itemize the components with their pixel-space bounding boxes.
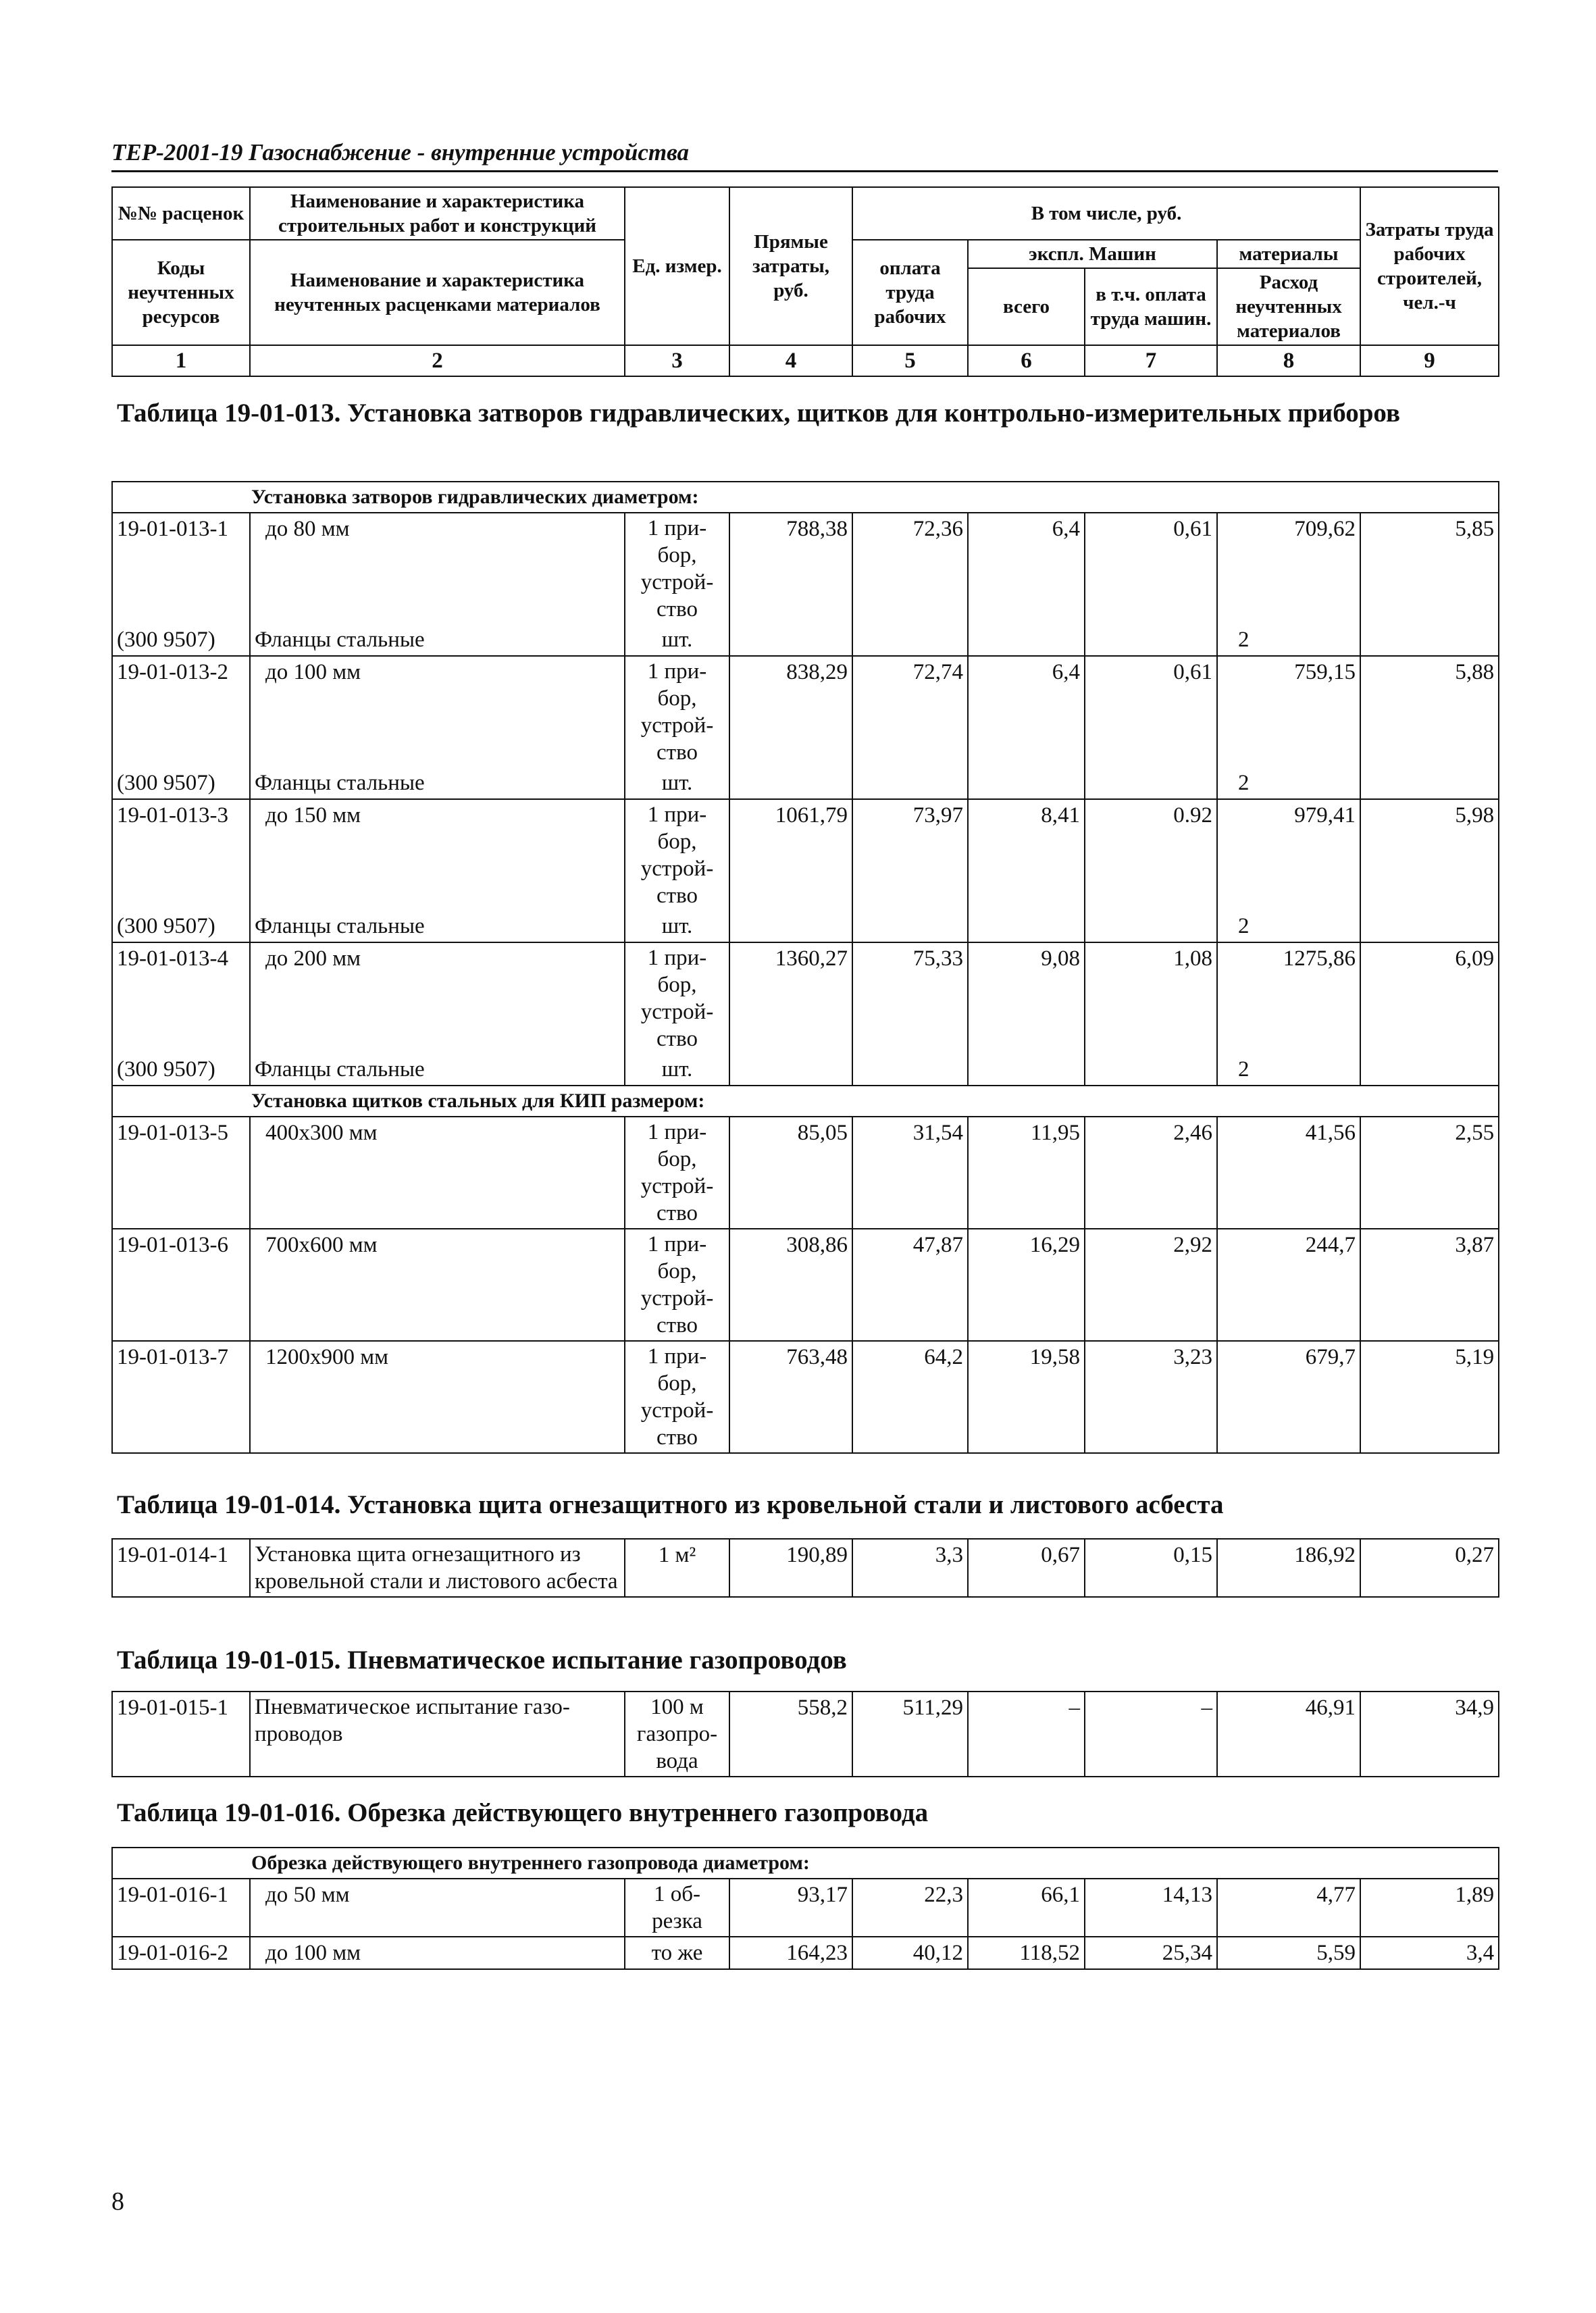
col-num-2: 2 (250, 345, 625, 376)
row-materials: 4,77 (1217, 1879, 1360, 1937)
row-direct: 763,48 (729, 1341, 852, 1453)
col-num-1: 1 (112, 345, 250, 376)
table-row (112, 1879, 1499, 1937)
header-direct: Прямые затраты, руб. (729, 187, 852, 345)
resource-code: (300 9507) (112, 624, 250, 656)
row-direct: 558,2 (729, 1692, 852, 1777)
row-unit: 1 при-бор, устрой-ство (625, 1117, 729, 1229)
row-name: Установка щита огнезащитного из кровельной стали и листового асбеста (250, 1539, 625, 1597)
resource-row (112, 911, 1499, 942)
row-name: 700x600 мм (250, 1229, 625, 1341)
empty-cell (1360, 911, 1499, 942)
empty-cell (852, 624, 968, 656)
row-machines-wages: 0,61 (1085, 513, 1217, 624)
row-code: 19-01-013-1 (112, 513, 250, 624)
table-row (112, 799, 1499, 911)
row-name: 1200x900 мм (250, 1341, 625, 1453)
row-machines-wages: 14,13 (1085, 1879, 1217, 1937)
row-direct: 164,23 (729, 1937, 852, 1969)
table-row (112, 1117, 1499, 1229)
row-machines: 8,41 (968, 799, 1085, 911)
row-wages: 47,87 (852, 1229, 968, 1341)
header-materials: Расход неучтенных материалов (1217, 268, 1360, 345)
table-row (112, 1229, 1499, 1341)
empty-cell (729, 767, 852, 799)
row-machines: 16,29 (968, 1229, 1085, 1341)
table-row (112, 942, 1499, 1054)
row-materials: 46,91 (1217, 1692, 1360, 1777)
col-num-9: 9 (1360, 345, 1499, 376)
row-wages: 40,12 (852, 1937, 968, 1969)
row-machines: 118,52 (968, 1937, 1085, 1969)
column-header-table (111, 186, 1499, 377)
empty-cell (968, 1054, 1085, 1086)
col-num-4: 4 (729, 345, 852, 376)
row-machines-wages: 0.92 (1085, 799, 1217, 911)
resource-row (112, 767, 1499, 799)
resource-quantity: 2 (1217, 624, 1360, 656)
row-direct: 838,29 (729, 656, 852, 767)
row-machines: – (968, 1692, 1085, 1777)
row-materials: 1275,86 (1217, 942, 1360, 1054)
empty-cell (852, 767, 968, 799)
row-name: 400x300 мм (250, 1117, 625, 1229)
row-materials: 186,92 (1217, 1539, 1360, 1597)
row-machines-wages: 3,23 (1085, 1341, 1217, 1453)
row-unit: 1 при-бор, устрой-ство (625, 656, 729, 767)
row-machines: 9,08 (968, 942, 1085, 1054)
row-machines: 19,58 (968, 1341, 1085, 1453)
table-013 (111, 481, 1499, 1454)
row-unit: 1 при-бор, устрой-ство (625, 942, 729, 1054)
row-wages: 72,74 (852, 656, 968, 767)
col-num-8: 8 (1217, 345, 1360, 376)
row-machines: 6,4 (968, 513, 1085, 624)
table-row (112, 513, 1499, 624)
row-direct: 1360,27 (729, 942, 852, 1054)
row-labor: 6,09 (1360, 942, 1499, 1054)
row-wages: 511,29 (852, 1692, 968, 1777)
row-name: до 200 мм (250, 942, 625, 1054)
table-title-015: Таблица 19-01-015. Пневматическое испытание газопроводов (117, 1646, 847, 1675)
section-heading: Установка щитков стальных для КИП размером: (112, 1086, 1499, 1117)
table-014 (111, 1538, 1499, 1598)
row-code: 19-01-016-1 (112, 1879, 250, 1937)
header-rule (111, 170, 1498, 172)
row-code: 19-01-013-2 (112, 656, 250, 767)
running-title: ТЕР-2001-19 Газоснабжение - внутренние устройства (111, 139, 689, 166)
row-materials: 244,7 (1217, 1229, 1360, 1341)
header-materials-group: материалы (1217, 240, 1360, 268)
row-wages: 3,3 (852, 1539, 968, 1597)
col-num-3: 3 (625, 345, 729, 376)
row-labor: 5,85 (1360, 513, 1499, 624)
header-machines-group: экспл. Машин (968, 240, 1217, 268)
table-016 (111, 1847, 1499, 1970)
row-labor: 5,88 (1360, 656, 1499, 767)
empty-cell (1085, 911, 1217, 942)
row-wages: 72,36 (852, 513, 968, 624)
empty-cell (729, 1054, 852, 1086)
row-labor: 3,4 (1360, 1937, 1499, 1969)
row-code: 19-01-013-4 (112, 942, 250, 1054)
resource-row (112, 624, 1499, 656)
table-title-014: Таблица 19-01-014. Установка щита огнезащитного из кровельной стали и листового асбеста (117, 1490, 1224, 1519)
table-title-016: Таблица 19-01-016. Обрезка действующего внутреннего газопровода (117, 1798, 929, 1827)
resource-name: Фланцы стальные (250, 624, 625, 656)
row-code: 19-01-015-1 (112, 1692, 250, 1777)
row-code: 19-01-013-5 (112, 1117, 250, 1229)
resource-name: Фланцы стальные (250, 767, 625, 799)
row-wages: 75,33 (852, 942, 968, 1054)
row-labor: 5,98 (1360, 799, 1499, 911)
row-direct: 93,17 (729, 1879, 852, 1937)
row-code: 19-01-016-2 (112, 1937, 250, 1969)
header-unit: Ед. измер. (625, 187, 729, 345)
header-wages: оплата труда рабочих (852, 240, 968, 345)
empty-cell (1360, 624, 1499, 656)
row-machines-wages: 2,46 (1085, 1117, 1217, 1229)
resource-unit: шт. (625, 1054, 729, 1086)
empty-cell (968, 624, 1085, 656)
header-incl: В том числе, руб. (852, 187, 1360, 240)
row-materials: 679,7 (1217, 1341, 1360, 1453)
empty-cell (1360, 1054, 1499, 1086)
row-direct: 190,89 (729, 1539, 852, 1597)
section-heading: Установка затворов гидравлических диаметром: (112, 482, 1499, 513)
resource-unit: шт. (625, 911, 729, 942)
row-machines-wages: – (1085, 1692, 1217, 1777)
row-machines-wages: 2,92 (1085, 1229, 1217, 1341)
header-machines-total: всего (968, 268, 1085, 345)
header-name-top: Наименование и характеристика строительных работ и конструкций (250, 187, 625, 240)
row-materials: 709,62 (1217, 513, 1360, 624)
row-name: до 150 мм (250, 799, 625, 911)
row-machines-wages: 25,34 (1085, 1937, 1217, 1969)
row-wages: 73,97 (852, 799, 968, 911)
row-direct: 85,05 (729, 1117, 852, 1229)
col-num-5: 5 (852, 345, 968, 376)
row-materials: 5,59 (1217, 1937, 1360, 1969)
resource-quantity: 2 (1217, 911, 1360, 942)
row-name: до 80 мм (250, 513, 625, 624)
empty-cell (1085, 767, 1217, 799)
empty-cell (729, 911, 852, 942)
table-015 (111, 1691, 1499, 1777)
resource-unit: шт. (625, 767, 729, 799)
table-row (112, 1341, 1499, 1453)
row-machines: 11,95 (968, 1117, 1085, 1229)
header-machines-wages: в т.ч. оплата труда машин. (1085, 268, 1217, 345)
row-machines-wages: 1,08 (1085, 942, 1217, 1054)
empty-cell (968, 767, 1085, 799)
empty-cell (1085, 1054, 1217, 1086)
row-unit: 1 при-бор, устрой-ство (625, 799, 729, 911)
row-code: 19-01-013-7 (112, 1341, 250, 1453)
row-machines-wages: 0,15 (1085, 1539, 1217, 1597)
row-materials: 759,15 (1217, 656, 1360, 767)
resource-name: Фланцы стальные (250, 1054, 625, 1086)
row-unit: 1 при-бор, устрой-ство (625, 513, 729, 624)
table-row (112, 1692, 1499, 1777)
row-labor: 3,87 (1360, 1229, 1499, 1341)
resource-code: (300 9507) (112, 1054, 250, 1086)
row-direct: 1061,79 (729, 799, 852, 911)
col-num-6: 6 (968, 345, 1085, 376)
resource-row (112, 1054, 1499, 1086)
row-direct: 308,86 (729, 1229, 852, 1341)
row-materials: 41,56 (1217, 1117, 1360, 1229)
table-title-013: Таблица 19-01-013. Установка затворов гидравлических, щитков для контрольно-измерительных приборов (117, 399, 1401, 428)
empty-cell (852, 911, 968, 942)
row-labor: 5,19 (1360, 1341, 1499, 1453)
row-code: 19-01-014-1 (112, 1539, 250, 1597)
row-labor: 1,89 (1360, 1879, 1499, 1937)
row-materials: 979,41 (1217, 799, 1360, 911)
row-unit: то же (625, 1937, 729, 1969)
empty-cell (968, 911, 1085, 942)
col-num-7: 7 (1085, 345, 1217, 376)
empty-cell (1085, 624, 1217, 656)
row-direct: 788,38 (729, 513, 852, 624)
row-code: 19-01-013-6 (112, 1229, 250, 1341)
empty-cell (852, 1054, 968, 1086)
row-machines: 0,67 (968, 1539, 1085, 1597)
resource-code: (300 9507) (112, 767, 250, 799)
resource-unit: шт. (625, 624, 729, 656)
table-row (112, 1539, 1499, 1597)
section-heading: Обрезка действующего внутреннего газопровода диаметром: (112, 1848, 1499, 1879)
row-name: до 100 мм (250, 656, 625, 767)
row-wages: 22,3 (852, 1879, 968, 1937)
header-code-bottom: Коды неучтенных ресурсов (112, 240, 250, 345)
row-unit: 1 при-бор, устрой-ство (625, 1229, 729, 1341)
row-unit: 1 при-бор, устрой-ство (625, 1341, 729, 1453)
row-labor: 0,27 (1360, 1539, 1499, 1597)
resource-code: (300 9507) (112, 911, 250, 942)
table-row (112, 1937, 1499, 1969)
resource-quantity: 2 (1217, 767, 1360, 799)
row-labor: 34,9 (1360, 1692, 1499, 1777)
row-code: 19-01-013-3 (112, 799, 250, 911)
row-wages: 64,2 (852, 1341, 968, 1453)
row-name: Пневматическое испытание газо-проводов (250, 1692, 625, 1777)
resource-name: Фланцы стальные (250, 911, 625, 942)
header-name-bottom: Наименование и характеристика неучтенных расценками материалов (250, 240, 625, 345)
empty-cell (1360, 767, 1499, 799)
resource-quantity: 2 (1217, 1054, 1360, 1086)
row-wages: 31,54 (852, 1117, 968, 1229)
page-number: 8 (111, 2187, 124, 2216)
row-machines: 6,4 (968, 656, 1085, 767)
header-labor: Затраты труда рабочих строителей, чел.-ч (1360, 187, 1499, 345)
row-unit: 1 об-резка (625, 1879, 729, 1937)
row-unit: 1 м² (625, 1539, 729, 1597)
row-name: до 50 мм (250, 1879, 625, 1937)
row-machines: 66,1 (968, 1879, 1085, 1937)
row-unit: 100 м газопро-вода (625, 1692, 729, 1777)
table-row (112, 656, 1499, 767)
row-machines-wages: 0,61 (1085, 656, 1217, 767)
header-code-top: №№ расценок (112, 187, 250, 240)
row-labor: 2,55 (1360, 1117, 1499, 1229)
row-name: до 100 мм (250, 1937, 625, 1969)
empty-cell (729, 624, 852, 656)
